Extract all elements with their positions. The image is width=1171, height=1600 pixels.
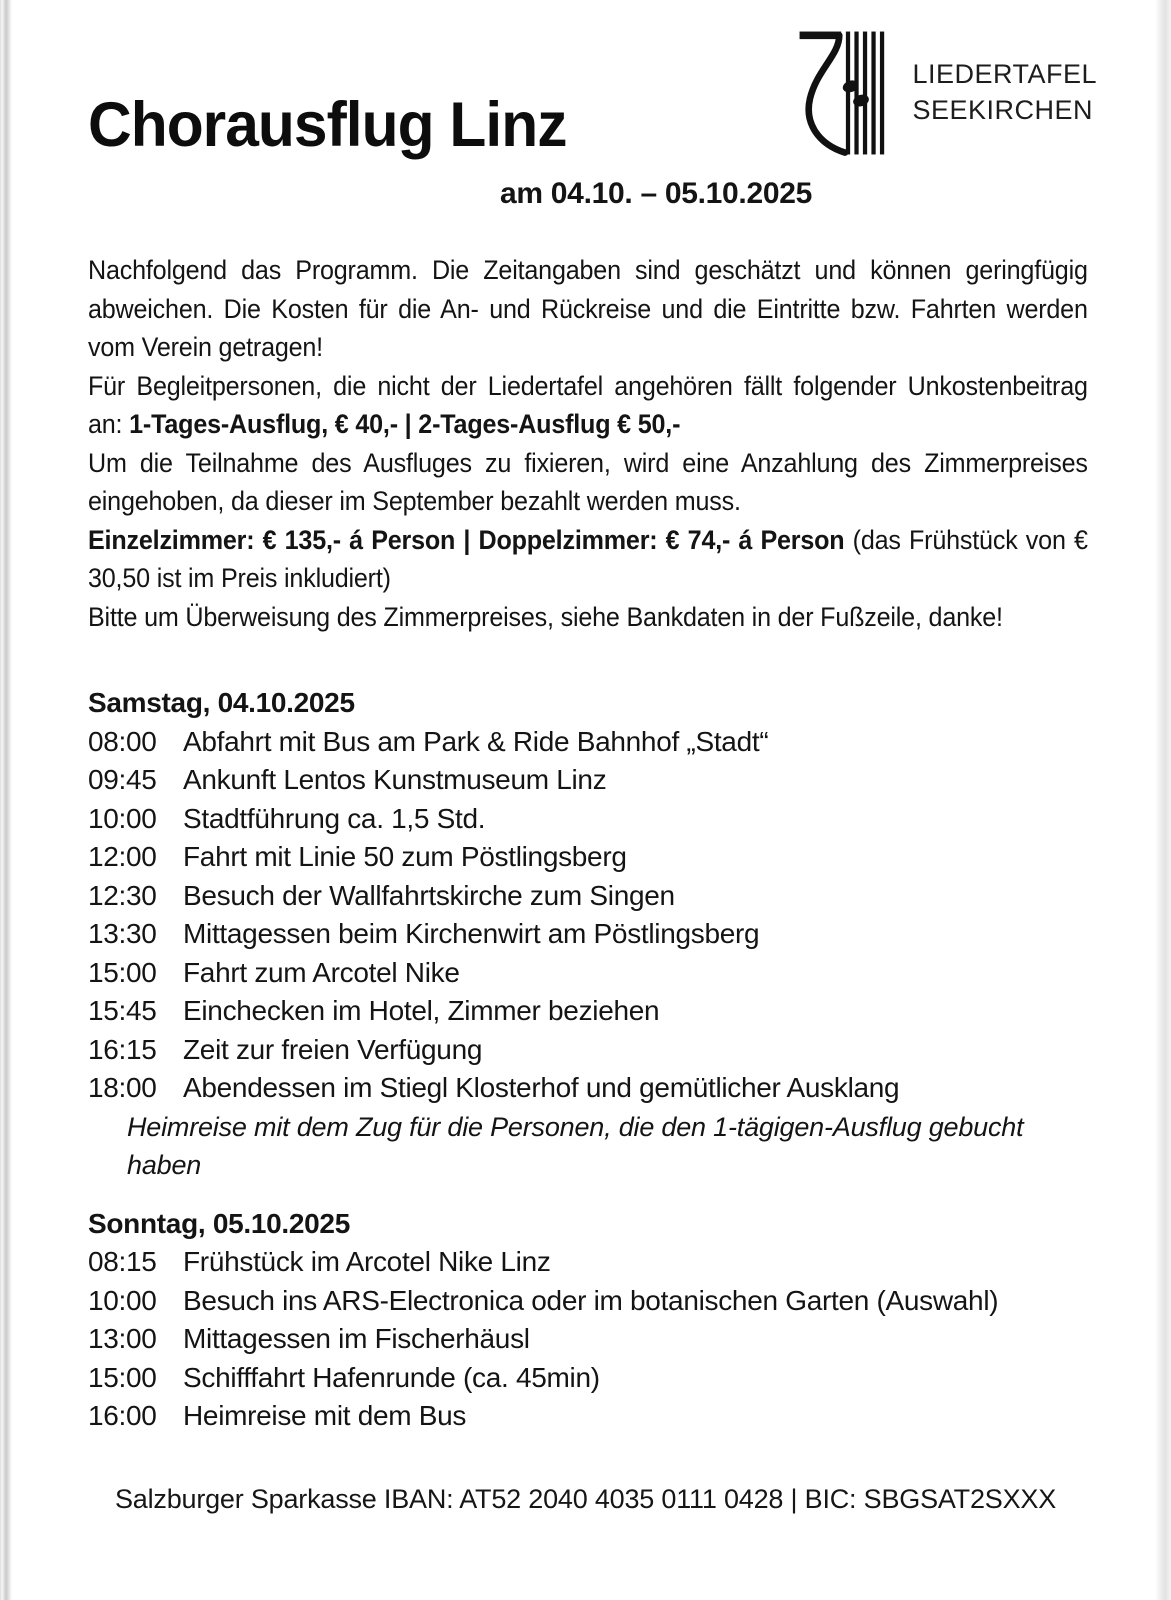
schedule-row: [88, 1397, 1088, 1436]
schedule-time: 16:00: [88, 1400, 157, 1431]
schedule-time: 12:00: [88, 841, 157, 872]
page-title: Chorausflug Linz: [88, 90, 567, 160]
schedule-activity: Frühstück im Arcotel Nike Linz: [183, 1246, 551, 1277]
intro-paragraphs: [88, 251, 1088, 636]
document-content: [88, 0, 1088, 1436]
schedule-time: 15:00: [88, 956, 157, 988]
schedule-time: 09:45: [88, 764, 157, 795]
schedule-activity: Besuch der Wallfahrtskirche zum Singen: [183, 879, 675, 911]
schedule-activity: Mittagessen im Fischerhäusl: [183, 1323, 530, 1354]
schedule-row: [88, 954, 1088, 993]
saturday-return-note: Heimreise mit dem Zug für die Personen, die den 1-tägigen-Ausflug gebucht haben: [127, 1111, 1024, 1180]
schedule-row: [88, 1243, 1088, 1282]
schedule-row: [88, 838, 1088, 877]
intro-paragraph-rooms: [88, 521, 1088, 598]
schedule-time: 08:00: [88, 725, 157, 757]
schedule-row: [88, 915, 1088, 954]
schedule-sunday: [88, 1205, 1088, 1436]
room-prices: Einzelzimmer: € 135,- á Person | Doppelzimmer: € 74,- á Person: [88, 524, 845, 555]
schedule-time: 18:00: [88, 1072, 157, 1103]
schedule-time: 15:45: [88, 995, 157, 1026]
schedule-activity: Schifffahrt Hafenrunde (ca. 45min): [183, 1361, 600, 1393]
page-edge-right: [1155, 0, 1171, 1600]
schedule-time: 08:15: [88, 1246, 157, 1277]
intro-paragraph-companions: [88, 367, 1088, 444]
schedule-row: [88, 761, 1088, 800]
saturday-heading: Samstag, 04.10.2025: [88, 687, 355, 718]
schedule-time: 13:30: [88, 918, 157, 949]
schedule-row: [88, 1031, 1088, 1070]
schedule-activity: Fahrt zum Arcotel Nike: [183, 956, 460, 988]
schedule-saturday: [88, 684, 1088, 1185]
trip-date-range: am 04.10. – 05.10.2025: [500, 177, 813, 210]
schedule-time: 15:00: [88, 1361, 157, 1393]
schedule-activity: Fahrt mit Linie 50 zum Pöstlingsberg: [183, 841, 627, 872]
schedule-activity: Einchecken im Hotel, Zimmer beziehen: [183, 995, 660, 1026]
page-edge-left: [0, 0, 12, 1600]
schedule-time: 10:00: [88, 802, 157, 834]
sunday-heading: Sonntag, 05.10.2025: [88, 1207, 350, 1239]
schedule-activity: Abfahrt mit Bus am Park & Ride Bahnhof „Stadt“: [183, 725, 769, 757]
intro-paragraph-program: Nachfolgend das Programm. Die Zeitangaben sind geschätzt und können geringfügig abweichen. Die Kosten für die An- und Rückreise und die Eintritte bzw. Fahrten werden vom Verein getragen!: [88, 255, 1088, 362]
schedule-activity: Zeit zur freien Verfügung: [183, 1033, 483, 1065]
schedule-time: 16:15: [88, 1033, 157, 1065]
schedule-row: [88, 723, 1088, 762]
schedule-time: 10:00: [88, 1284, 157, 1316]
schedule-time: 12:30: [88, 879, 157, 911]
schedule-activity: Stadtführung ca. 1,5 Std.: [183, 802, 486, 834]
schedule-activity: Besuch ins ARS-Electronica oder im botanischen Garten (Auswahl): [183, 1284, 999, 1316]
club-name-line1: LIEDERTAFEL: [912, 59, 1097, 90]
schedule-time: 13:00: [88, 1323, 157, 1354]
schedule-activity: Ankunft Lentos Kunstmuseum Linz: [183, 764, 607, 795]
schedule-row: [88, 1320, 1088, 1359]
club-name-line2: SEEKIRCHEN: [912, 95, 1093, 125]
schedule-row: [88, 992, 1088, 1031]
intro-paragraph-deposit: Um die Teilnahme des Ausfluges zu fixieren, wird eine Anzahlung des Zimmerpreises eingehoben, da dieser im September bezahlt werden muss.: [88, 447, 1088, 516]
schedule-activity: Mittagessen beim Kirchenwirt am Pöstlingsberg: [183, 918, 760, 949]
companions-text: Für Begleitpersonen, die nicht der Liedertafel angehören fällt folgender Unkostenbeitrag an:: [88, 370, 1088, 439]
schedule-row: [88, 1069, 1088, 1108]
breakfast-note: (das Frühstück von € 30,50 ist im Preis inkludiert): [88, 524, 1088, 593]
schedule-row: [88, 1359, 1088, 1398]
companions-price: 1-Tages-Ausflug, € 40,- | 2-Tages-Ausflug € 50,-: [129, 409, 681, 439]
intro-paragraph-transfer: Bitte um Überweisung des Zimmerpreises, siehe Bankdaten in der Fußzeile, danke!: [88, 601, 1003, 632]
schedule-row: [88, 877, 1088, 916]
bank-details-footer: Salzburger Sparkasse IBAN: AT52 2040 4035 0111 0428 | BIC: SBGSAT2SXXX: [114, 1484, 1057, 1514]
schedule-activity: Heimreise mit dem Bus: [183, 1400, 467, 1431]
schedule-row: [88, 800, 1088, 839]
schedule-activity: Abendessen im Stiegl Klosterhof und gemütlicher Ausklang: [183, 1072, 900, 1103]
schedule-row: [88, 1282, 1088, 1321]
